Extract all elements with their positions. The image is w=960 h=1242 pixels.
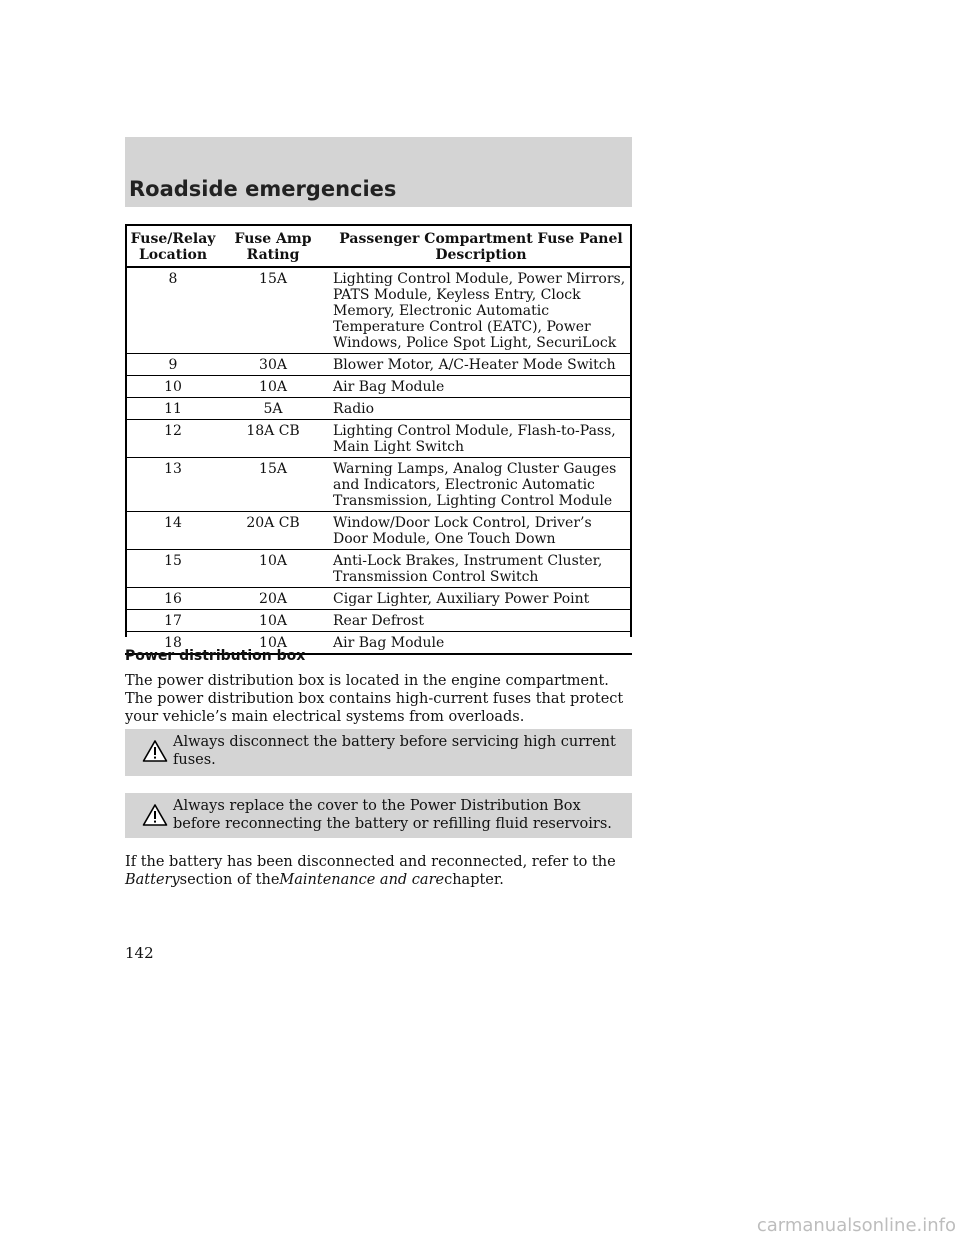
fuse-description-cell: Lighting Control Module, Flash-to-Pass, Main Light Switch [325,420,632,458]
fuse-description-cell: Anti-Lock Brakes, Instrument Cluster, Transmission Control Switch [325,550,632,588]
fuse-description-cell: Radio [325,398,632,420]
fuse-location-cell: 12 [125,420,221,458]
fuse-location-cell: 11 [125,398,221,420]
fuse-rating-cell: 10A [221,632,325,655]
closing-mid: section of the [179,872,280,888]
fuse-location-cell: 8 [125,267,221,354]
maintenance-reference: Maintenance and care [279,872,445,888]
column-header-description: Passenger Compartment Fuse Panel Description [325,225,632,267]
column-header-rating: Fuse Amp Rating [221,225,325,267]
fuse-location-cell: 10 [125,376,221,398]
fuse-location-cell: 9 [125,354,221,376]
table-row [125,458,632,512]
fuse-location-cell: 13 [125,458,221,512]
fuse-rating-cell: 30A [221,354,325,376]
page-number: 142 [125,944,154,962]
fuse-location-cell: 15 [125,550,221,588]
table-row [125,588,632,610]
closing-lead: If the battery has been disconnected and reconnected, refer to the [125,854,616,870]
battery-reference: Battery [125,872,180,888]
column-header-location: Fuse/Relay Location [125,225,221,267]
fuse-location-cell: 14 [125,512,221,550]
table-row [125,354,632,376]
table-row [125,550,632,588]
fuse-rating-cell: 5A [221,398,325,420]
fuse-table-header-row [125,225,632,267]
fuse-rating-cell: 20A [221,588,325,610]
section-paragraph: The power distribution box is located in the engine compartment. The power distribution box contains high-current fuses that protect your vehicle’s main electrical systems from overloads. [125,673,624,725]
warning-triangle-icon [142,739,168,763]
fuse-rating-cell: 10A [221,376,325,398]
fuse-description-cell: Warning Lamps, Analog Cluster Gauges and Indicators, Electronic Automatic Transmission, Lighting Control Module [325,458,632,512]
fuse-description-cell: Cigar Lighter, Auxiliary Power Point [325,588,632,610]
table-row [125,420,632,458]
chapter-header-band [125,137,632,207]
fuse-description-cell: Air Bag Module [325,632,632,655]
table-frame-left [125,224,127,637]
fuse-table [125,224,632,655]
fuse-description-cell: Lighting Control Module, Power Mirrors, PATS Module, Keyless Entry, Clock Memory, Electronic Automatic Temperature Control (EATC), Power Windows, Police Spot Light, SecuriLock [325,267,632,354]
closing-paragraph [125,853,632,889]
warning-triangle-icon [142,803,168,827]
fuse-location-cell: 16 [125,588,221,610]
warning-text-2: Always replace the cover to the Power Distribution Box before reconnecting the battery or refilling fluid reservoirs. [173,798,612,832]
watermark: carmanualsonline.info [756,1215,956,1236]
fuse-description-cell: Blower Motor, A/C-Heater Mode Switch [325,354,632,376]
table-row [125,398,632,420]
fuse-rating-cell: 15A [221,458,325,512]
warning-box-1 [125,729,632,776]
warning-box-2 [125,793,632,838]
fuse-location-cell: 17 [125,610,221,632]
table-frame-right [630,224,632,637]
fuse-location-cell: 18 [125,632,221,655]
table-row [125,512,632,550]
fuse-description-cell: Window/Door Lock Control, Driver’s Door Module, One Touch Down [325,512,632,550]
fuse-description-cell: Air Bag Module [325,376,632,398]
section-heading: Power distribution box [125,648,306,664]
table-row [125,376,632,398]
fuse-table-body [125,267,632,654]
fuse-rating-cell: 20A CB [221,512,325,550]
fuse-rating-cell: 15A [221,267,325,354]
fuse-description-cell: Rear Defrost [325,610,632,632]
warning-text-1: Always disconnect the battery before servicing high current fuses. [173,734,616,768]
chapter-title: Roadside emergencies [129,177,397,201]
closing-tail: chapter. [444,872,504,888]
table-row [125,267,632,354]
fuse-rating-cell: 10A [221,610,325,632]
fuse-rating-cell: 18A CB [221,420,325,458]
fuse-rating-cell: 10A [221,550,325,588]
table-row [125,610,632,632]
